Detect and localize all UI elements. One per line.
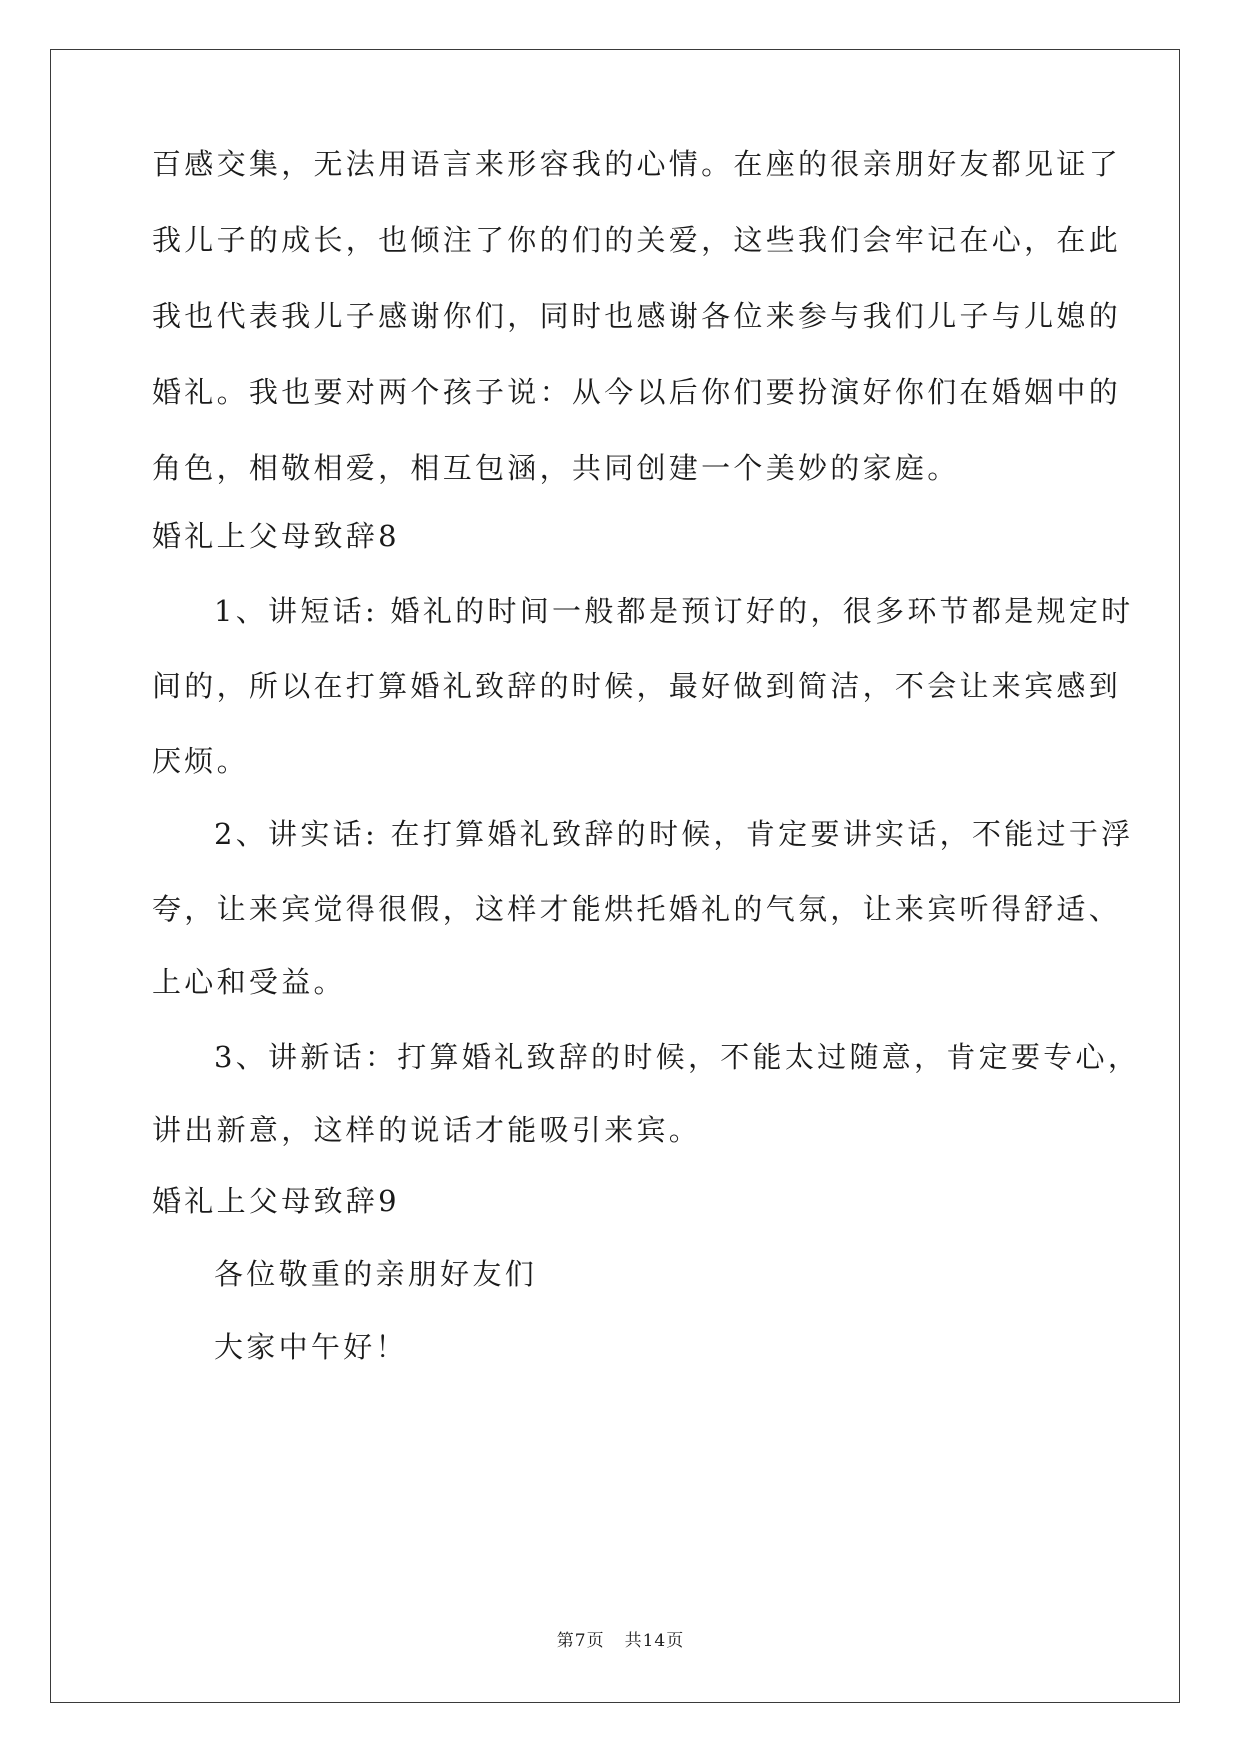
body-text-line: 角色，相敬相爱，相互包涵，共同创建一个美妙的家庭。 [152, 451, 960, 485]
body-text-line: 我也代表我儿子感谢你们，同时也感谢各位来参与我们儿子与儿媳的 [152, 299, 1122, 333]
body-text-line: 上心和受益。 [152, 965, 346, 999]
page-footer [0, 1626, 1241, 1651]
body-text-line: 讲出新意，这样的说话才能吸引来宾。 [152, 1113, 702, 1147]
page-number: 第7页 [556, 1631, 605, 1651]
body-text-line: 夸，让来宾觉得很假，这样才能烘托婚礼的气氛，让来宾听得舒适、 [152, 892, 1122, 926]
body-text-line: 百感交集，无法用语言来形容我的心情。在座的很亲朋好友都见证了 [152, 147, 1122, 181]
body-text-line: 3、讲新话：打算婚礼致辞的时候，不能太过随意，肯定要专心， [214, 1040, 1141, 1074]
body-text-line: 婚礼。我也要对两个孩子说：从今以后你们要扮演好你们在婚姻中的 [152, 375, 1122, 409]
section-heading: 婚礼上父母致辞9 [152, 1184, 400, 1218]
page-border [50, 49, 1180, 1703]
body-text-line: 我儿子的成长，也倾注了你的们的关爱，这些我们会牢记在心，在此 [152, 223, 1122, 257]
body-text-line: 厌烦。 [152, 744, 249, 778]
body-text-line: 各位敬重的亲朋好友们 [214, 1257, 538, 1291]
page-total: 共14页 [624, 1631, 685, 1651]
body-text-line: 间的，所以在打算婚礼致辞的时候，最好做到简洁，不会让来宾感到 [152, 669, 1122, 703]
body-text-line: 大家中午好！ [214, 1330, 408, 1364]
section-heading: 婚礼上父母致辞8 [152, 519, 400, 553]
body-text-line: 2、讲实话: 在打算婚礼致辞的时候，肯定要讲实话，不能过于浮 [214, 817, 1134, 851]
body-text-line: 1、讲短话: 婚礼的时间一般都是预订好的，很多环节都是规定时 [214, 594, 1134, 628]
